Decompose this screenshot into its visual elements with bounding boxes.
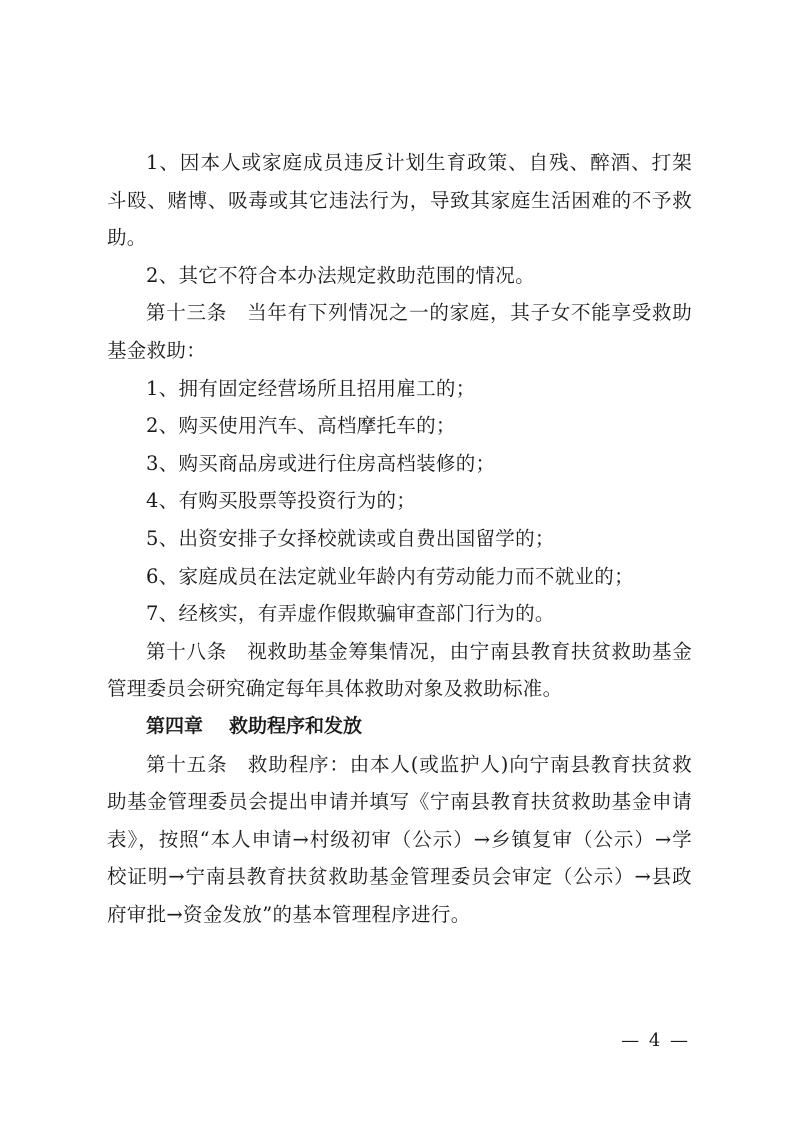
paragraph: 4、有购买股票等投资行为的；: [146, 489, 417, 513]
paragraph: 第十三条 当年有下列情况之一的家庭，其子女不能享受救助基金救助：: [107, 301, 692, 362]
chapter-number: 第四章: [146, 714, 204, 737]
paragraph: 第十八条 视救助基金筹集情况，由宁南县教育扶贫救助基金管理委员会研究确定每年具体救助对象及救助标准。: [107, 639, 692, 701]
paragraph: 1、拥有固定经营场所且招用雇工的；: [146, 376, 476, 400]
document-body: [107, 144, 692, 933]
paragraph: 2、其它不符合本办法规定救助范围的情况。: [146, 263, 535, 287]
paragraph: 1、因本人或家庭成员违反计划生育政策、自残、醉酒、打架斗殴、赌博、吸毒或其它违法行为，导致其家庭生活困难的不予救助。: [107, 151, 692, 250]
paragraph: 3、购买商品房或进行住房高档装修的；: [146, 451, 496, 475]
paragraph: 2、购买使用汽车、高档摩托车的；: [146, 414, 456, 438]
page-number: — 4 —: [621, 1030, 690, 1051]
paragraph: 7、经核实，有弄虚作假欺骗审查部门行为的。: [146, 602, 555, 626]
paragraph: 6、家庭成员在法定就业年龄内有劳动能力而不就业的；: [146, 564, 634, 588]
chapter-heading: [107, 708, 692, 746]
chapter-title: 救助程序和发放: [229, 714, 363, 737]
paragraph: 第十五条 救助程序：由本人(或监护人)向宁南县教育扶贫救助基金管理委员会提出申请并填写《宁南县教育扶贫救助基金申请表》，按照“本人申请→村级初审（公示）→乡镇复审（公示）→学校证明→宁南县教育扶贫救助基金管理委员会审定（公示）→县政府审批→资金发放”的基本管理程序进行。: [107, 752, 692, 926]
paragraph: 5、出资安排子女择校就读或自费出国留学的；: [146, 526, 555, 550]
